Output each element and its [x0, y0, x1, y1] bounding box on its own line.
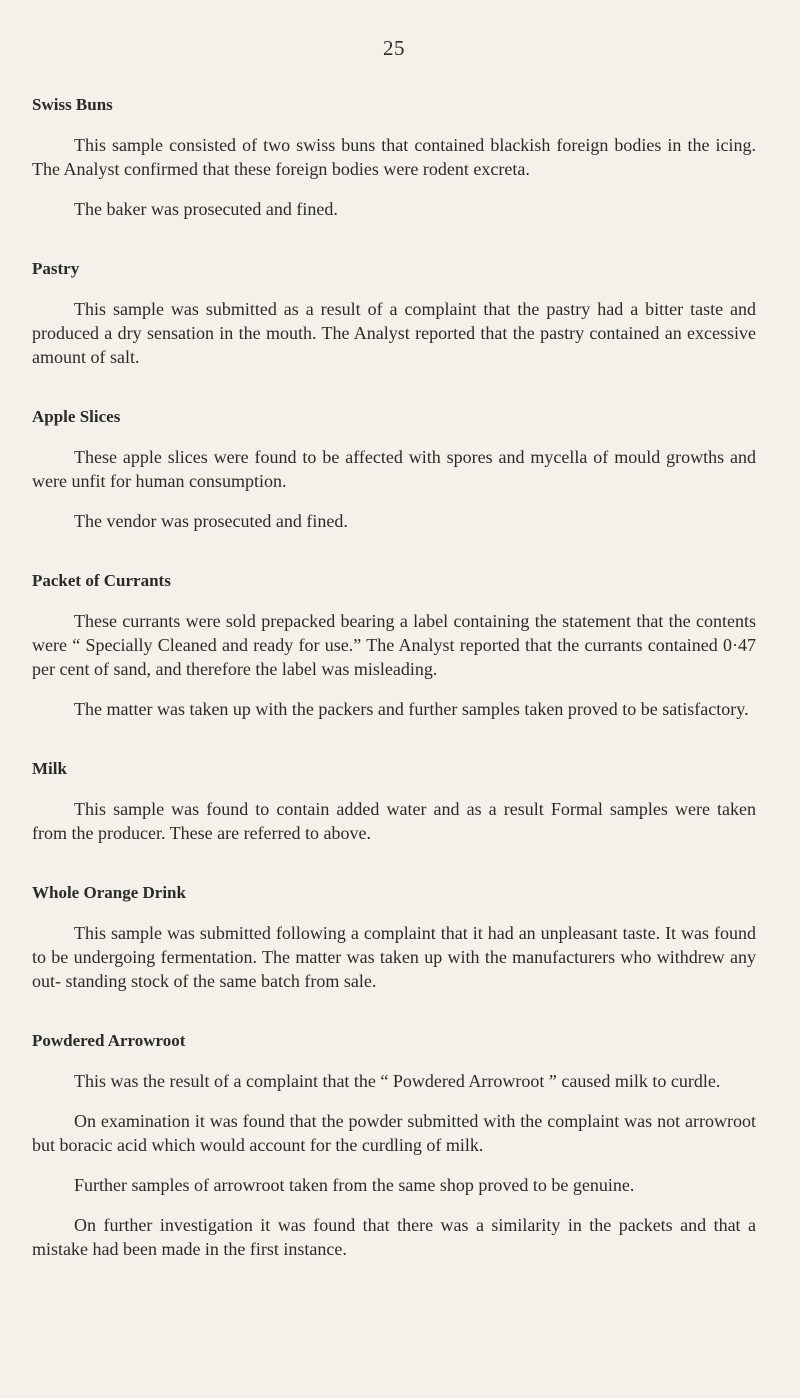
section-packet-of-currants	[32, 571, 756, 721]
paragraph: This sample was submitted as a result of a complaint that the pastry had a bitter taste and produced a dry sensation in the mouth. The Analyst reported that the pastry contained an excessive amount of salt.	[32, 299, 756, 367]
section-heading: Apple Slices	[32, 407, 121, 426]
paragraph: The matter was taken up with the packers and further samples taken proved to be satisfactory.	[74, 699, 749, 719]
paragraph: Further samples of arrowroot taken from the same shop proved to be genuine.	[74, 1175, 635, 1195]
page-number: 25	[383, 36, 405, 60]
paragraph: This was the result of a complaint that the “ Powdered Arrowroot ” caused milk to curdle.	[74, 1071, 721, 1091]
paragraph: These currants were sold prepacked bearing a label containing the statement that the contents were “ Specially Cleaned and ready for use.” The Analyst reported that the currants contained 0·47 per cent of sand, and therefore the label was misleading.	[32, 611, 756, 679]
paragraph: These apple slices were found to be affected with spores and mycella of mould growths and were unfit for human consumption.	[32, 447, 756, 491]
paragraph: On examination it was found that the powder submitted with the complaint was not arrowroot but boracic acid which would account for the curdling of milk.	[32, 1111, 756, 1155]
section-heading: Powdered Arrowroot	[32, 1031, 186, 1050]
paragraph: The baker was prosecuted and fined.	[74, 199, 338, 219]
paragraph: The vendor was prosecuted and fined.	[74, 511, 348, 531]
section-milk	[32, 759, 756, 845]
paragraph: On further investigation it was found that there was a similarity in the packets and that a mistake had been made in the first instance.	[32, 1215, 756, 1259]
paragraph: This sample consisted of two swiss buns that contained blackish foreign bodies in the icing. The Analyst confirmed that these foreign bodies were rodent excreta.	[32, 135, 756, 179]
section-heading: Milk	[32, 759, 67, 778]
paragraph: This sample was found to contain added water and as a result Formal samples were taken from the producer. These are referred to above.	[32, 799, 756, 843]
section-heading: Whole Orange Drink	[32, 883, 186, 902]
section-swiss-buns	[32, 95, 756, 221]
section-powdered-arrowroot	[32, 1031, 756, 1261]
section-whole-orange-drink	[32, 883, 756, 993]
section-heading: Swiss Buns	[32, 95, 113, 114]
section-heading: Packet of Currants	[32, 571, 171, 590]
paragraph: This sample was submitted following a complaint that it had an unpleasant taste. It was found to be undergoing fermentation. The matter was taken up with the manufacturers who withdrew any out- standing stock of the same batch from sale.	[32, 923, 756, 991]
section-pastry	[32, 259, 756, 369]
section-heading: Pastry	[32, 259, 80, 278]
section-apple-slices	[32, 407, 756, 533]
